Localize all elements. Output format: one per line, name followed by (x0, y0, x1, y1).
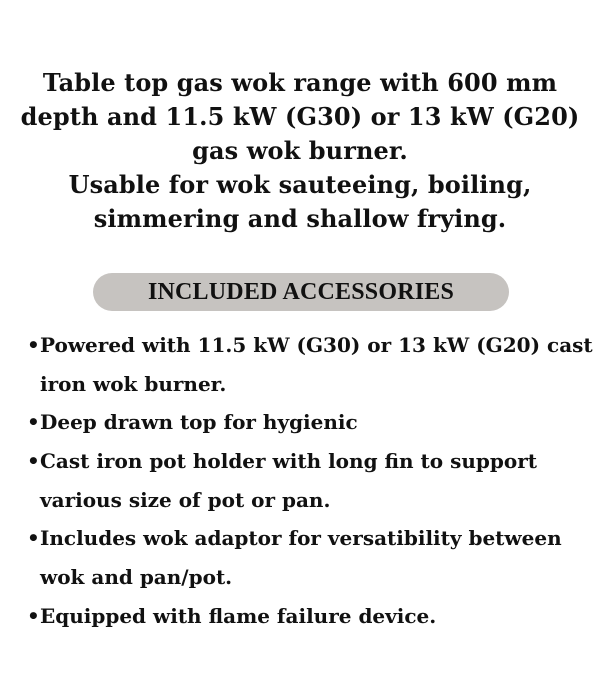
list-item (0, 519, 600, 596)
list-item-text: Includes wok adaptor for versatibility between (40, 526, 562, 551)
list-item-text: Powered with 11.5 kW (G30) or 13 kW (G20) cast (40, 333, 593, 357)
list-item-text: various size of pot or pan. (40, 487, 331, 512)
list-item-text: Equipped with flame failure device. (40, 603, 437, 628)
accessories-heading-badge (93, 273, 509, 311)
bullet-icon: • (27, 410, 40, 435)
description-line: gas wok burner. (192, 136, 408, 165)
bullet-icon: • (27, 333, 40, 357)
accessories-heading: INCLUDED ACCESSORIES (147, 278, 455, 305)
list-item (0, 597, 600, 636)
list-item-text: Cast iron pot holder with long fin to support (40, 449, 537, 474)
list-item (0, 403, 600, 442)
list-item-text: wok and pan/pot. (40, 565, 233, 590)
description-line: simmering and shallow frying. (93, 204, 507, 233)
bullet-icon: • (27, 603, 40, 628)
list-item-text: iron wok burner. (40, 371, 227, 396)
description-line: depth and 11.5 kW (G30) or 13 kW (G20) (20, 102, 580, 131)
list-item-text: Deep drawn top for hygienic (40, 410, 358, 435)
description-line: Table top gas wok range with 600 mm (42, 68, 558, 97)
list-item (0, 442, 600, 519)
product-description (0, 66, 600, 236)
bullet-icon: • (27, 449, 40, 474)
accessories-list (0, 326, 600, 636)
list-item (0, 326, 600, 403)
description-line: Usable for wok sauteeing, boiling, (68, 170, 532, 199)
bullet-icon: • (27, 526, 40, 551)
